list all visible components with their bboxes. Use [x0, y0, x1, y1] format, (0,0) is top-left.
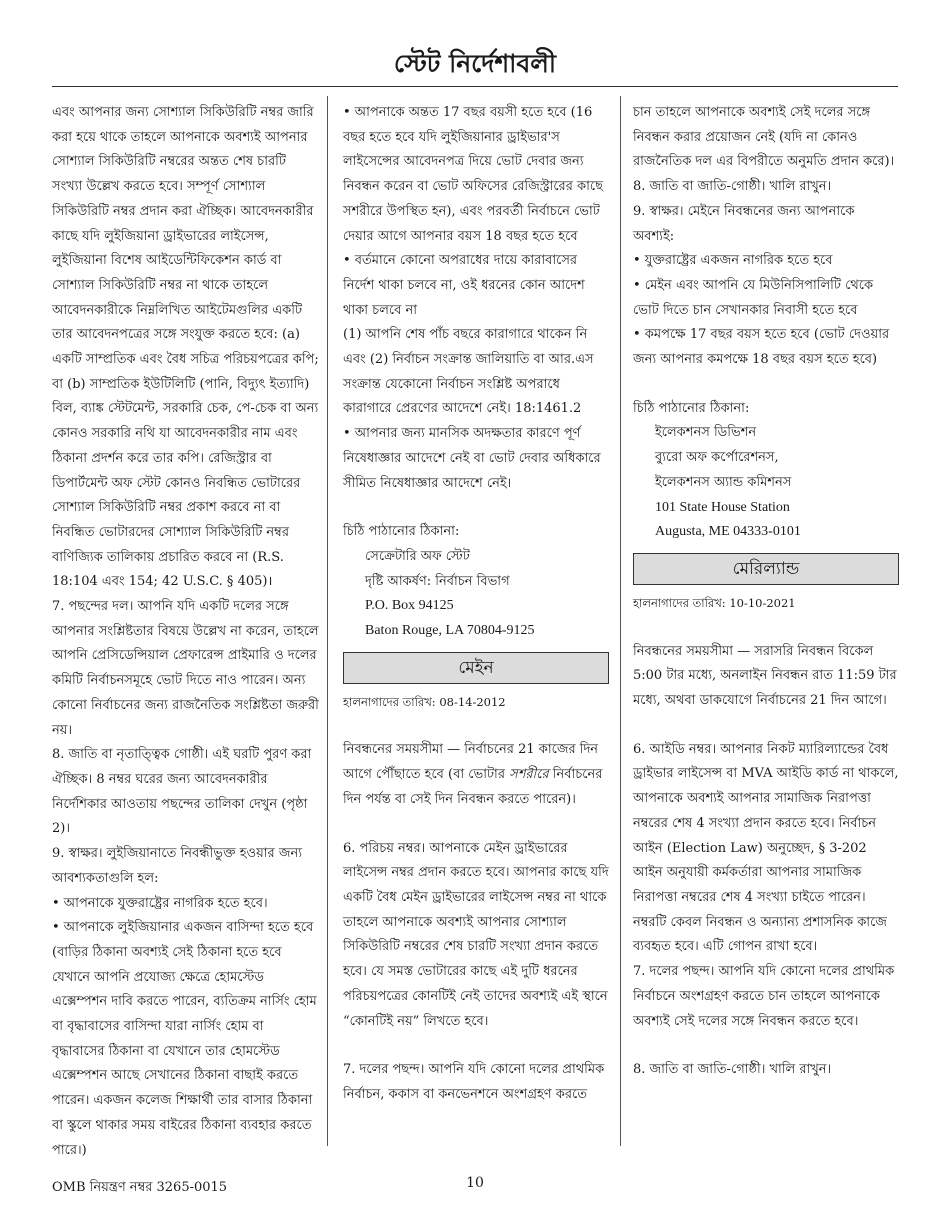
- address-line: Augusta, ME 04333-0101: [655, 524, 801, 540]
- column-divider-1: [327, 96, 328, 1146]
- address-line: সেক্রেটারি অফ স্টেট: [365, 548, 470, 564]
- address-line: P.O. Box 94125: [365, 598, 454, 614]
- paragraph: 8. জাতি বা জাতি-গোষ্ঠী। খালি রাখুন।: [633, 1062, 832, 1078]
- address-line: দৃষ্টি আকর্ষণ: নির্বাচন বিভাগ: [365, 573, 510, 589]
- list-item: • আপনাকে লুইজিয়ানার একজন বাসিন্দা হতে হবে (বাড়ির ঠিকানা অবশ্যই সেই ঠিকানা হতে হবে যেখানে আপনি প্রযোজ্য ক্ষেত্রে হোমস্টেড এক্সেম্পশন দাবি করতে পারেন, ব্যতিক্রম নার্সিং হোম বা বৃদ্ধাবাসের বাসিন্দা যারা নার্সিং হোম বা বৃদ্ধাবাসের ঠিকানা বা যেখানে তার হোমস্টেড এক্সেম্পশন আছে সেখানের ঠিকানা বাছাই করতে পারেন। একজন কলেজ শিক্ষার্থী তার বাসার ঠিকানা বা স্কুলে থাকার সময় বাইরের ঠিকানা ব্যবহার করতে পারে।): [52, 920, 317, 1158]
- column-3: [633, 101, 899, 1083]
- deadline-emphasis: সশরীরে: [509, 767, 549, 783]
- updated-date: হালনাগাদের তারিখ: 08-14-2012: [343, 694, 506, 709]
- paragraph: 6. পরিচয় নম্বর। আপনাকে মেইন ড্রাইভারের লাইসেন্স নম্বর প্রদান করতে হবে। আপনার কাছে যদি একটি বৈধ মেইন ড্রাইভারের লাইসেন্স নম্বর না থাকে তাহলে আপনাকে অবশ্যই আপনার সোশ্যাল সিকিউরিটি নম্বরের শেষ চারটি সংখ্যা প্রদান করতে হবে। যে সমস্ত ভোটারের কাছে এই দুটি ধরনের পরিচয়পত্রের কোনটিই নেই তাদের অবশ্যই এই স্থানে “কোনটিই নয়” লিখতে হবে।: [343, 840, 609, 1029]
- paragraph: 8. জাতি বা নৃতাত্ত্বিক গোষ্ঠী। এই ঘরটি পুরণ করা ঐচ্ছিক। 8 নম্বর ঘরের জন্য আবেদনকারীর নির্দেশিকার আওতায় পছন্দের তালিকা দেখুন (পৃষ্ঠা 2)।: [52, 747, 312, 837]
- mail-label: চিঠি পাঠানোর ঠিকানা:: [633, 400, 750, 416]
- address-line: ইলেকশনস ডিভিশন: [655, 425, 757, 441]
- deadline-text: নিবন্ধনের সময়সীমা — নির্বাচনের 21 কাজের দিন আগে পৌঁছাতে হবে (বা ভোটার: [343, 742, 599, 783]
- paragraph: 7. দলের পছন্দ। আপনি যদি কোনো দলের প্রাথমিক নির্বাচন, ককাস বা কনভেনশনে অংশগ্রহণ করতে: [343, 1062, 605, 1102]
- page-number: 10: [466, 1175, 484, 1191]
- address-line: Baton Rouge, LA 70804-9125: [365, 623, 535, 639]
- paragraph: 9. স্বাক্ষর। মেইনে নিবন্ধনের জন্য আপনাকে অবশ্যই:: [633, 203, 855, 244]
- column-divider-2: [620, 96, 621, 1146]
- address-line: ব্যুরো অফ কর্পোরেশনস,: [655, 450, 779, 466]
- paragraph: 7. পছন্দের দল। আপনি যদি একটি দলের সঙ্গে আপনার সংশ্লিষ্টতার বিষয়ে উল্লেখ না করেন, তাহলে আপনি প্রেসিডেন্সিয়াল প্রেফারেন্স প্রাইমারি ও দলের কমিটি নির্বাচনসমূহে ভোট দিতে নাও পারেন। অন্য কোনো নির্বাচনের জন্য রাজনৈতিক সংশ্লিষ্টতা জরুরী নয়।: [52, 599, 319, 738]
- column-2: [343, 101, 609, 1108]
- column-1: [52, 101, 320, 1163]
- address-line: 101 State House Station: [655, 499, 790, 515]
- mail-label: চিঠি পাঠানোর ঠিকানা:: [343, 524, 460, 540]
- title-rule: [52, 86, 898, 87]
- paragraph: এবং আপনার জন্য সোশ্যাল সিকিউরিটি নম্বর জারি করা হয়ে থাকে তাহলে আপনাকে অবশ্যই আপনার সোশ্যাল সিকিউরিটি নম্বরের অন্তত শেষ চারটি সংখ্যা উল্লেখ করতে হবে। সম্পূর্ণ সোশ্যাল সিকিউরিটি নম্বর প্রদান করা ঐচ্ছিক। আবেদনকারীর কাছে যদি লুইজিয়ানা ড্রাইভারের লাইসেন্স, লুইজিয়ানা বিশেষ আইডেন্টিফিকেশন কার্ড বা সোশ্যাল সিকিউরিটি নম্বর না থাকে তাহলে আবেদনকারীকে নিম্নলিখিত আইটেমগুলির একটি তার আবেদনপত্রের সঙ্গে সংযুক্ত করতে হবে: (a) একটি সাম্প্রতিক এবং বৈধ সচিত্র পরিচয়পত্রের কপি; বা (b) সাম্প্রতিক ইউটিলিটি (পানি, বিদ্যুৎ ইত্যাদি) বিল, ব্যাঙ্ক স্টেটমেন্ট, সরকারি চেক, পে-চেক বা অন্য কোনও সরকারি নথি যা আবেদনকারীর নাম এবং ঠিকানা প্রদর্শন করে তার কপি। রেজিস্ট্রার বা ডিপার্টমেন্ট অফ স্টেট কোনও নিবন্ধিত ভোটারের সোশ্যাল সিকিউরিটি নম্বর প্রকাশ করবে না বা নিবন্ধিত ভোটারদের সোশ্যাল সিকিউরিটি নম্বর বাণিজ্যিক তালিকায় প্রচারিত করবে না (R.S. 18:104 এবং 154; 42 U.S.C. § 405)।: [52, 105, 319, 590]
- address-line: ইলেকশনস অ্যান্ড কমিশনস: [655, 474, 792, 490]
- list-item: • কমপক্ষে 17 বছর বয়স হতে হবে (ভোট দেওয়ার জন্য আপনার কমপক্ষে 18 বছর বয়স হতে হবে): [633, 327, 890, 368]
- deadline-paragraph: [343, 738, 609, 812]
- list-item: • যুক্তরাষ্ট্রের একজন নাগরিক হতে হবে: [633, 253, 833, 269]
- paragraph: 7. দলের পছন্দ। আপনি যদি কোনো দলের প্রাথমিক নির্বাচনে অংশগ্রহণ করতে চান তাহলে আপনাকে অবশ্যই সেই দলের সঙ্গে নিবন্ধন করতে হবে।: [633, 964, 895, 1029]
- list-item: • বর্তমানে কোনো অপরাধের দায়ে কারাবাসের নির্দেশ থাকা চলবে না, ওই ধরনের কোন আদেশ থাকা চলবে না: [343, 253, 585, 318]
- list-item: • আপনাকে অন্তত 17 বছর বয়সী হতে হবে (16 বছর হতে হবে যদি লুইজিয়ানার ড্রাইভার'স লাইসেন্সের আবেদনপত্র দিয়ে ভোট দেবার জন্য নিবন্ধন করেন বা ভোট অফিসের রেজিস্ট্রারের কাছে সশরীরে উপস্থিত হন), এবং পরবর্তী নির্বাচনে ভোট দেয়ার আগে আপনার বয়স 18 বছর হতে হবে: [343, 105, 603, 244]
- state-header-maryland: মেরিল্যান্ড: [633, 553, 899, 585]
- paragraph: (1) আপনি শেষ পাঁচ বছরে কারাগারে থাকেন নি এবং (2) নির্বাচন সংক্রান্ত জালিয়াতি বা আর.এস সংক্রান্ত যেকোনো নির্বাচন সংশ্লিষ্ট অপরাধে কারাগারে প্রেরণের আদেশে নেই। 18:1461.2: [343, 327, 594, 417]
- list-item: • মেইন এবং আপনি যে মিউনিসিপালিটি থেকে ভোট দিতে চান সেখানকার নিবাসী হতে হবে: [633, 277, 874, 318]
- updated-date: হালনাগাদের তারিখ: 10-10-2021: [633, 595, 796, 610]
- paragraph: 9. স্বাক্ষর। লুইজিয়ানাতে নিবন্ধীভুক্ত হওয়ার জন্য আবশ্যকতাগুলি হল:: [52, 846, 302, 886]
- deadline-text: নির্বাচনের দিন পর্যন্ত বা সেই দিন নিবন্ধন করতে পারেন)।: [343, 767, 603, 807]
- paragraph: চান তাহলে আপনাকে অবশ্যই সেই দলের সঙ্গে নিবন্ধন করার প্রয়োজন নেই (যদি না কোনও রাজনৈতিক দল এর বিপরীতে অনুমতি প্রদান করে)।: [633, 105, 895, 170]
- paragraph: 6. আইডি নম্বর। আপনার নিকট ম্যারিল্যান্ডের বৈধ ড্রাইভার লাইসেন্স বা MVA আইডি কার্ড না থাকলে, আপনাকে অবশ্যই আপনার সামাজিক নিরাপত্তা নম্বরের শেষ 4 সংখ্যা প্রদান করতে হবে। নির্বাচন আইন (Election Law) অনুচ্ছেদ, § 3-202 আইন অনুযায়ী কর্মকর্তারা আপনার সামাজিক নিরাপত্তা নম্বরের শেষ 4 সংখ্যা চাইতে পারেন। নম্বরটি কেবল নিবন্ধন ও অন্যান্য প্রশাসনিক কাজে ব্যবহৃত হবে। এটি গোপন রাখা হবে।: [633, 741, 899, 955]
- page-title: স্টেট নির্দেশাবলী: [393, 49, 557, 78]
- deadline-paragraph: নিবন্ধনের সময়সীমা — সরাসরি নিবন্ধন বিকেল 5:00 টার মধ্যে, অনলাইন নিবন্ধন রাত 11:59 টার মধ্যে, অথবা ডাকযোগে নির্বাচনের 21 দিন আগে।: [633, 643, 897, 709]
- list-item: • আপনার জন্য মানসিক অদক্ষতার কারণে পূর্ণ নিষেধাজ্ঞার আদেশে নেই বা ভোট দেবার অধিকারে সীমিত নিষেধাজ্ঞার আদেশে নেই।: [343, 426, 601, 491]
- state-header-maine: মেইন: [343, 652, 609, 684]
- omb-control-number: OMB নিয়ন্ত্রণ নম্বর 3265-0015: [52, 1180, 228, 1195]
- paragraph: 8. জাতি বা জাতি-গোষ্ঠী। খালি রাখুন।: [633, 179, 832, 195]
- list-item: • আপনাকে যুক্তরাষ্ট্রের নাগরিক হতে হবে।: [52, 895, 268, 911]
